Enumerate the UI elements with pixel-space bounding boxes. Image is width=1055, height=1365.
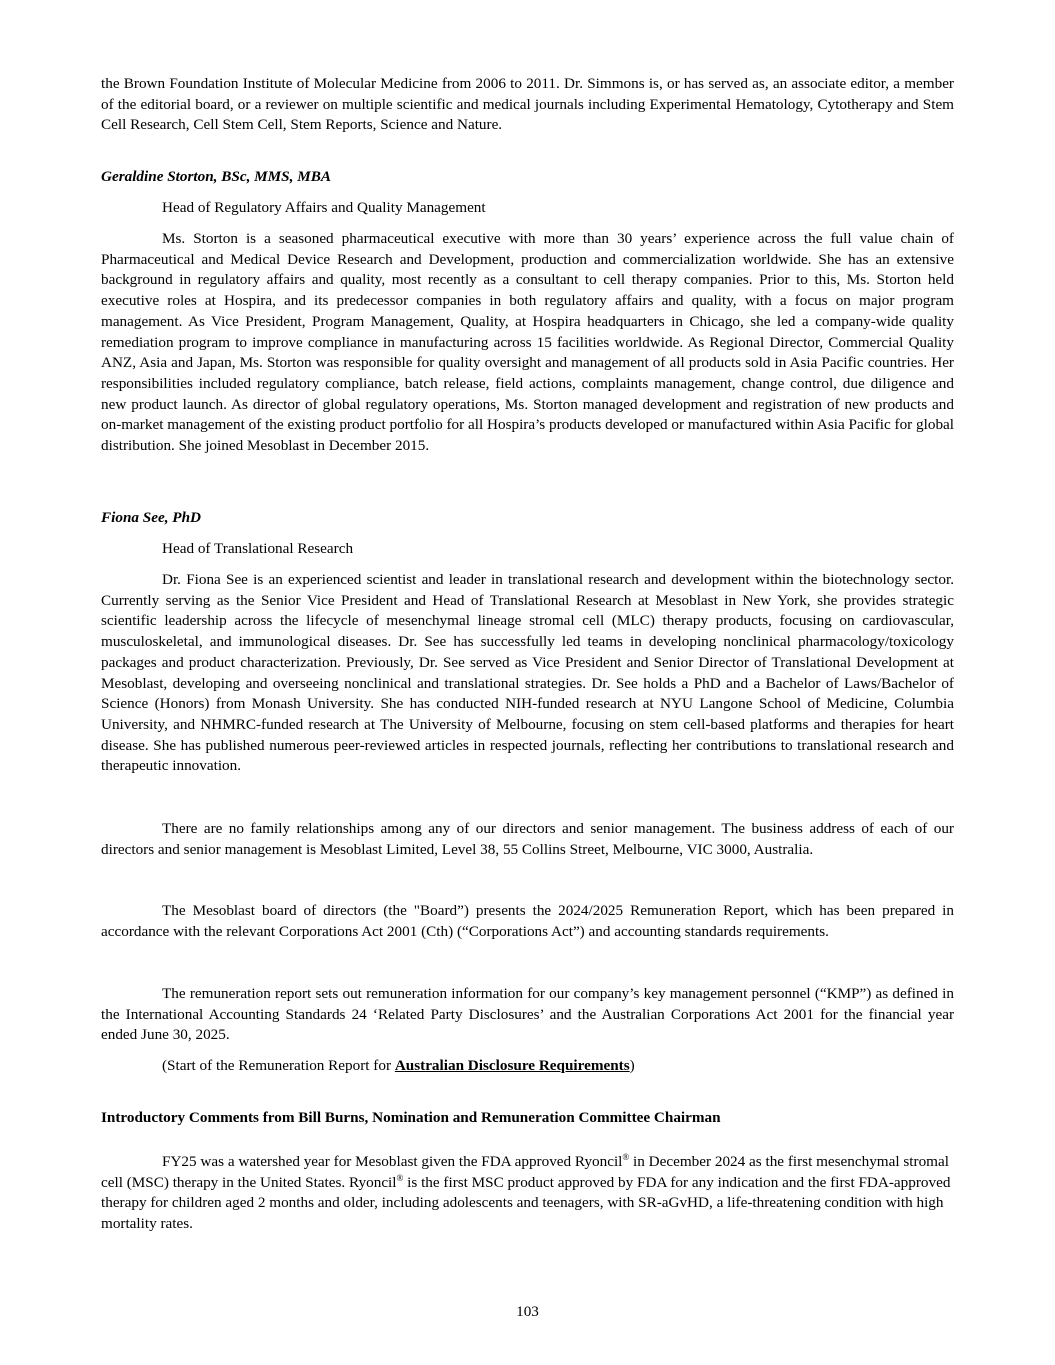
fy25-text-2: in December 2024 as the first mesenchymal stromal cell (MSC) therapy in the United States. Ryoncil <box>101 1153 949 1191</box>
heading-storton: Geraldine Storton, BSc, MMS, MBA <box>101 168 331 185</box>
paragraph-board: The Mesoblast board of directors (the "Board”) presents the 2024/2025 Remuneration Report, which has been prepared in accordance with the relevant Corporations Act 2001 (Cth) (“Corporations Act”) and accounting standards requirements. <box>101 902 954 940</box>
see-role: Head of Translational Research <box>162 540 354 557</box>
fy25-text-1: FY25 was a watershed year for Mesoblast given the FDA approved Ryoncil <box>162 1153 623 1170</box>
start-suffix: ) <box>629 1057 635 1074</box>
paragraph-see-bio: Dr. Fiona See is an experienced scientist and leader in translational research and development within the biotechnology sector. Currently serving as the Senior Vice President and Head of Translational Research at Mesoblast in New York, she provides strategic scientific leadership across the lifecycle of mesenchymal lineage stromal cell (MLC) therapy products, focusing on cardiovascular, musculoskeletal, and immunological diseases. Dr. See has successfully led teams in developing nonclinical pharmacology/toxicology packages and product characterization. Previously, Dr. See served as Vice President and Senior Director of Translational Development at Mesoblast, developing and overseeing nonclinical and translational strategies. Dr. See holds a PhD and a Bachelor of Laws/Bachelor of Science (Honors) from Monash University. She has conducted NIH-funded research at NYU Langone School of Medicine, Columbia University, and NHMRC-funded research at The University of Melbourne, focusing on stem cell-based platforms and therapies for heart disease. She has published numerous peer-reviewed articles in respected journals, reflecting her contributions to translational research and therapeutic innovation. <box>101 571 954 775</box>
start-prefix: (Start of the Remuneration Report for <box>162 1057 395 1074</box>
page-number: 103 <box>516 1303 539 1320</box>
paragraph-simmons-bio-end: the Brown Foundation Institute of Molecular Medicine from 2006 to 2011. Dr. Simmons is, or has served as, an associate editor, a member of the editorial board, or a reviewer on multiple scientific and medical journals including Experimental Hematology, Cytotherapy and Stem Cell Research, Cell Stem Cell, Stem Reports, Science and Nature. <box>101 75 954 134</box>
paragraph-kmp: The remuneration report sets out remuneration information for our company’s key management personnel (“KMP”) as defined in the International Accounting Standards 24 ‘Related Party Disclosures’ and the Australian Corporations Act 2001 for the financial year ended June 30, 2025. <box>101 985 954 1044</box>
registered-mark: ® <box>622 1152 630 1162</box>
australian-disclosure-link[interactable]: Australian Disclosure Requirements <box>394 1057 630 1074</box>
paragraph-storton-bio: Ms. Storton is a seasoned pharmaceutical executive with more than 30 years’ experience across the full value chain of Pharmaceutical and Medical Device Research and Development, production and commercialization worldwide. She has an extensive background in regulatory affairs and quality, most recently as a consultant to cell therapy companies. Prior to this, Ms. Storton held executive roles at Hospira, and its predecessor companies in both regulatory affairs and quality, with a focus on major program management. As Vice President, Program Management, Quality, at Hospira headquarters in Chicago, she led a company-wide quality remediation program to improve compliance in manufacturing across 15 facilities worldwide. As Regional Director, Commercial Quality ANZ, Asia and Japan, Ms. Storton was responsible for quality oversight and management of all products sold in Asia Pacific countries. Her responsibilities included regulatory compliance, batch release, field actions, complaints management, change control, due diligence and new product launch. As director of global regulatory operations, Ms. Storton managed development and registration of new products and on-market management of the existing product portfolio for all Hospira’s products developed or manufactured within Asia Pacific for global distribution. She joined Mesoblast in December 2015. <box>101 230 954 455</box>
registered-mark: ® <box>396 1172 404 1183</box>
paragraph-fy25 <box>101 1152 954 1234</box>
storton-role: Head of Regulatory Affairs and Quality Management <box>162 199 486 216</box>
heading-see: Fiona See, PhD <box>101 509 201 526</box>
fy25-text-3: is the first MSC product approved by FDA for any indication and the first FDA-approved therapy for children aged 2 months and older, including adolescents and teenagers, with SR-aGvHD, a life-threatening condition with high mortality rates. <box>101 1173 951 1232</box>
heading-introductory-comments: Introductory Comments from Bill Burns, Nomination and Remuneration Committee Chairman <box>101 1109 721 1126</box>
paragraph-family: There are no family relationships among any of our directors and senior management. The business address of each of our directors and senior management is Mesoblast Limited, Level 38, 55 Collins Street, Melbourne, VIC 3000, Australia. <box>101 820 954 858</box>
paragraph-start-remuneration <box>101 1056 954 1077</box>
